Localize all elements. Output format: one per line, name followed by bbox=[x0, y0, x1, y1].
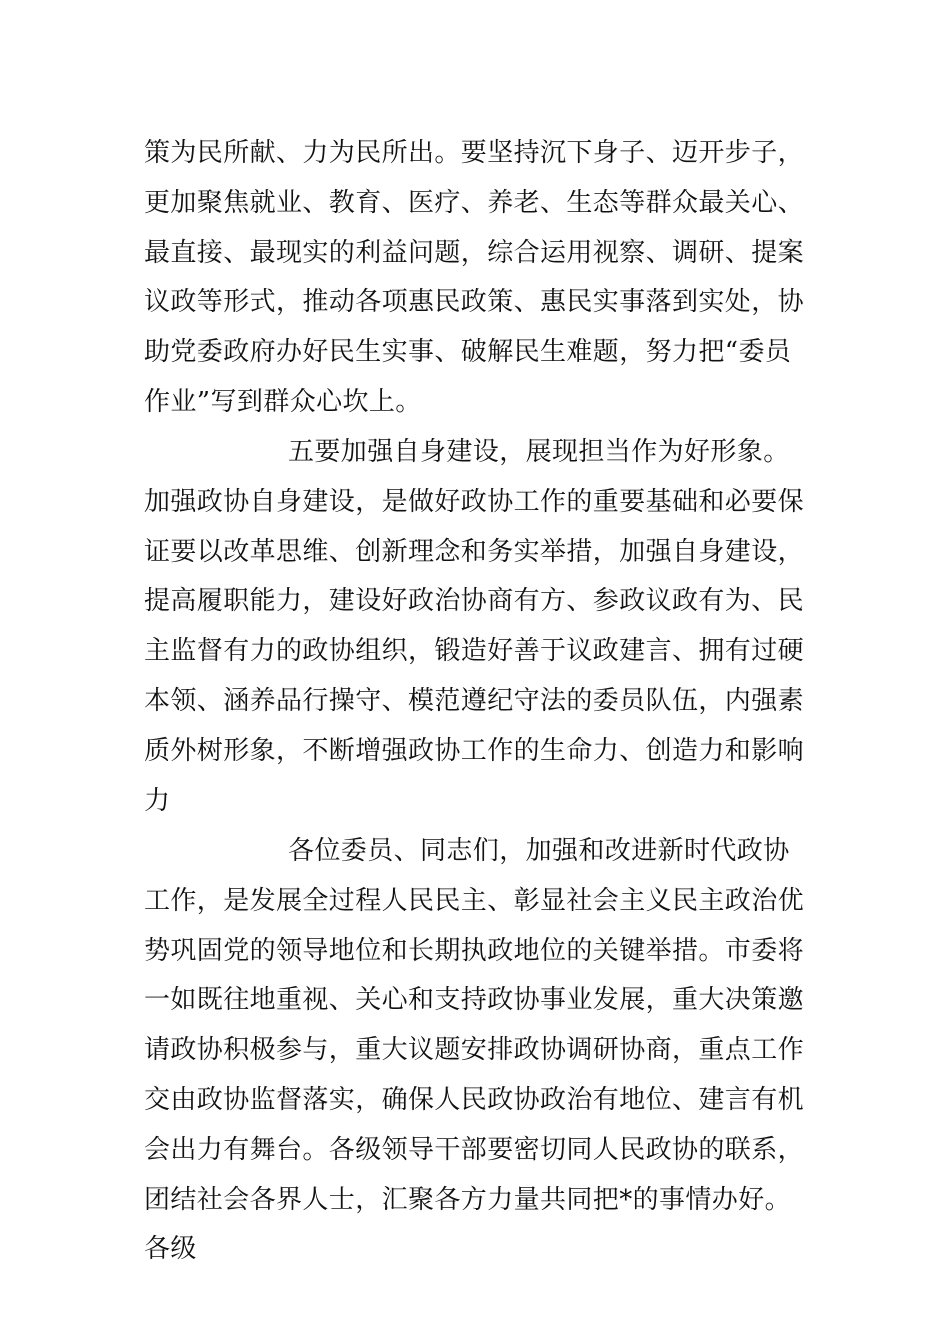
paragraph-self-construction: 五要加强自身建设，展现担当作为好形象。加强政协自身建设，是做好政协工作的重要基础和必要保证要以改革思维、创新理念和务实举措，加强自身建设，提高履职能力，建设好政治协商有方、参政议政有为、民主监督有力的政协组织，锻造好善于议政建言、拥有过硬本领、涵养品行操守、模范遵纪守法的委员队伍，内强素质外树形象，不断增强政协工作的生命力、创造力和影响力 bbox=[144, 437, 805, 816]
paragraph-closing-remarks: 各位委员、同志们，加强和改进新时代政协工作，是发展全过程人民民主、彰显社会主义民主政治优势巩固党的领导地位和长期执政地位的关键举措。市委将一如既往地重视、关心和支持政协事业发展，重大决策邀请政协积极参与，重大议题安排政协调研协商，重点工作交由政协监督落实，确保人民政协政治有地位、建言有机会出力有舞台。各级领导干部要密切同人民政协的联系，团结社会各界人士，汇聚各方力量共同把*的事情办好。各级 bbox=[144, 836, 805, 1265]
paragraph-people-livelihood: 策为民所献、力为民所出。要坚持沉下身子、迈开步子，更加聚焦就业、教育、医疗、养老、生态等群众最关心、最直接、最现实的利益问题，综合运用视察、调研、提案议政等形式，推动各项惠民政策、惠民实事落到实处，协助党委政府办好民生实事、破解民生难题，努力把“委员作业”写到群众心坎上。 bbox=[144, 138, 805, 417]
